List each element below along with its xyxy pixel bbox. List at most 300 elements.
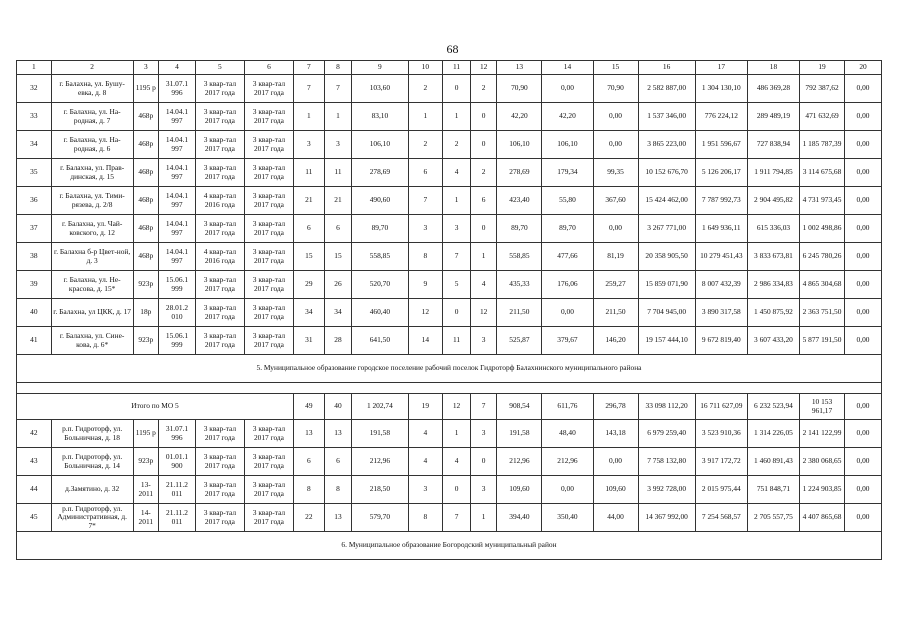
table-row xyxy=(17,103,882,131)
table-cell: 468р xyxy=(133,243,159,271)
column-number-header: 9 xyxy=(352,61,408,75)
table-cell: 0,00 xyxy=(845,299,882,327)
table-cell: 10 152 676,70 xyxy=(638,159,695,187)
table-row xyxy=(17,448,882,476)
column-number-header: 2 xyxy=(51,61,133,75)
section-title: 6. Муниципальное образование Богородский муниципальный район xyxy=(17,532,882,560)
table-cell: 6 245 780,26 xyxy=(800,243,845,271)
table-cell: 3 квар-тал 2017 года xyxy=(195,103,244,131)
table-cell: 1 xyxy=(470,504,497,532)
table-cell: 146,20 xyxy=(593,327,638,355)
table-cell: 15 xyxy=(294,243,325,271)
table-cell: 179,34 xyxy=(542,159,593,187)
table-row xyxy=(17,299,882,327)
table-cell: 2 xyxy=(470,159,497,187)
table-cell: 212,96 xyxy=(497,448,542,476)
table-cell: 35 xyxy=(17,159,52,187)
table-cell: 15.06.1 999 xyxy=(159,327,196,355)
table-cell: 5 126 206,17 xyxy=(695,159,747,187)
table-cell: 176,06 xyxy=(542,271,593,299)
table-cell: 39 xyxy=(17,271,52,299)
table-cell: 520,70 xyxy=(352,271,408,299)
table-cell: 641,50 xyxy=(352,327,408,355)
table-cell: 3 квар-тал 2017 года xyxy=(244,448,293,476)
table-cell: 81,19 xyxy=(593,243,638,271)
table-cell: 14.04.1 997 xyxy=(159,187,196,215)
table-cell: 2 380 068,65 xyxy=(800,448,845,476)
table-cell: 3 квар-тал 2017 года xyxy=(195,448,244,476)
table-cell: 0,00 xyxy=(845,504,882,532)
table-cell: 6 xyxy=(294,215,325,243)
table-cell: 1 304 130,10 xyxy=(695,75,747,103)
table-cell: 435,33 xyxy=(497,271,542,299)
table-cell: 103,60 xyxy=(352,75,408,103)
table-cell: 2 363 751,50 xyxy=(800,299,845,327)
address-cell: г. Балахна, ул. Сине-кова, д. 6* xyxy=(51,327,133,355)
table-cell: 3 xyxy=(470,420,497,448)
table-cell: 0,00 xyxy=(593,131,638,159)
table-cell: 14.04.1 997 xyxy=(159,103,196,131)
table-cell: 468р xyxy=(133,131,159,159)
table-cell: 106,10 xyxy=(542,131,593,159)
table-cell: 3 квар-тал 2017 года xyxy=(195,504,244,532)
table-cell: 3 833 673,81 xyxy=(747,243,799,271)
table-cell: 14-2011 xyxy=(133,504,159,532)
table-cell: 10 279 451,43 xyxy=(695,243,747,271)
column-number-header: 20 xyxy=(845,61,882,75)
table-cell: 40 xyxy=(17,299,52,327)
address-cell: р.п. Гидроторф, ул. Больничная, д. 14 xyxy=(51,448,133,476)
table-cell: 106,10 xyxy=(497,131,542,159)
total-cell: 16 711 627,09 xyxy=(695,394,747,420)
table-cell: 45 xyxy=(17,504,52,532)
total-cell: 7 xyxy=(470,394,497,420)
table-cell: 3 квар-тал 2017 года xyxy=(195,215,244,243)
table-cell: 55,80 xyxy=(542,187,593,215)
table-cell: 48,40 xyxy=(542,420,593,448)
table-cell: 3 квар-тал 2017 года xyxy=(195,131,244,159)
address-cell: г. Балахна, ул. Тими-рязева, д. 2/8 xyxy=(51,187,133,215)
table-cell: 11 xyxy=(443,327,471,355)
table-cell: 2 904 495,82 xyxy=(747,187,799,215)
table-cell: 37 xyxy=(17,215,52,243)
table-cell: 8 xyxy=(324,476,352,504)
table-cell: 18р xyxy=(133,299,159,327)
table-cell: 379,67 xyxy=(542,327,593,355)
table-row xyxy=(17,159,882,187)
table-cell: 7 758 132,80 xyxy=(638,448,695,476)
table-row xyxy=(17,476,882,504)
table-cell: 3 квар-тал 2017 года xyxy=(244,271,293,299)
table-cell: 0,00 xyxy=(845,215,882,243)
table-cell: 3 523 910,36 xyxy=(695,420,747,448)
table-cell: 21.11.2 011 xyxy=(159,504,196,532)
table-cell: 3 квар-тал 2017 года xyxy=(195,75,244,103)
table-cell: 4 865 304,68 xyxy=(800,271,845,299)
table-cell: 38 xyxy=(17,243,52,271)
table-row xyxy=(17,420,882,448)
table-cell: 211,50 xyxy=(497,299,542,327)
table-row xyxy=(17,504,882,532)
table-cell: 1 002 498,86 xyxy=(800,215,845,243)
table-cell: 4 xyxy=(443,448,471,476)
table-cell: 3 992 728,00 xyxy=(638,476,695,504)
table-cell: 4 xyxy=(470,271,497,299)
total-cell: 49 xyxy=(294,394,325,420)
table-cell: 3 114 675,68 xyxy=(800,159,845,187)
column-number-header: 10 xyxy=(408,61,443,75)
table-cell: 20 358 905,50 xyxy=(638,243,695,271)
total-cell: 908,54 xyxy=(497,394,542,420)
table-cell: 3 квар-тал 2017 года xyxy=(195,476,244,504)
table-cell: 468р xyxy=(133,103,159,131)
spacer-cell xyxy=(17,383,882,394)
table-cell: 3 квар-тал 2017 года xyxy=(244,327,293,355)
table-cell: 32 xyxy=(17,75,52,103)
page-number: 68 xyxy=(446,42,459,56)
column-number-header: 5 xyxy=(195,61,244,75)
address-cell: р.п. Гидроторф, ул. Больничная, д. 18 xyxy=(51,420,133,448)
table-cell: 11 xyxy=(324,159,352,187)
table-cell: 143,18 xyxy=(593,420,638,448)
column-number-header: 3 xyxy=(133,61,159,75)
table-cell: 2 xyxy=(443,131,471,159)
table-cell: 0,00 xyxy=(845,131,882,159)
table-cell: 3 xyxy=(443,215,471,243)
table-cell: 1 314 226,05 xyxy=(747,420,799,448)
table-cell: 0,00 xyxy=(542,75,593,103)
table-cell: 191,58 xyxy=(352,420,408,448)
table-cell: 486 369,28 xyxy=(747,75,799,103)
table-cell: 0,00 xyxy=(845,448,882,476)
table-cell: 12 xyxy=(408,299,443,327)
table-cell: 6 xyxy=(324,215,352,243)
table-cell: 28 xyxy=(324,327,352,355)
table-cell: 7 787 992,73 xyxy=(695,187,747,215)
total-label: Итого по МО 5 xyxy=(17,394,294,420)
table-cell: 11 xyxy=(294,159,325,187)
address-cell: г. Балахна б-р Цвет-ной, д. 3 xyxy=(51,243,133,271)
table-cell: 6 xyxy=(324,448,352,476)
table-cell: 6 xyxy=(294,448,325,476)
table-cell: 99,35 xyxy=(593,159,638,187)
table-cell: 1 951 596,67 xyxy=(695,131,747,159)
address-cell: г. Балахна, ул. Не-красова, д. 15* xyxy=(51,271,133,299)
address-cell: г. Балахна, ул. На-родная, д. 7 xyxy=(51,103,133,131)
table-cell: 4 квар-тал 2016 года xyxy=(195,187,244,215)
table-cell: 3 квар-тал 2017 года xyxy=(244,504,293,532)
table-cell: 34 xyxy=(17,131,52,159)
table-cell: 1 224 903,85 xyxy=(800,476,845,504)
table-cell: 44 xyxy=(17,476,52,504)
table-cell: 83,10 xyxy=(352,103,408,131)
table-cell: 2 986 334,83 xyxy=(747,271,799,299)
table-cell: 33 xyxy=(17,103,52,131)
table-cell: 1 xyxy=(470,243,497,271)
table-cell: 2 xyxy=(408,131,443,159)
table-cell: 460,40 xyxy=(352,299,408,327)
table-cell: 3 xyxy=(294,131,325,159)
address-cell: р.п. Гидроторф, ул. Административная, д. 7* xyxy=(51,504,133,532)
table-cell: 468р xyxy=(133,215,159,243)
table-cell: 4 квар-тал 2016 года xyxy=(195,243,244,271)
table-row xyxy=(17,75,882,103)
table-cell: 792 387,62 xyxy=(800,75,845,103)
total-cell: 1 202,74 xyxy=(352,394,408,420)
table-cell: 1 911 794,85 xyxy=(747,159,799,187)
table-cell: 1 185 787,39 xyxy=(800,131,845,159)
table-cell: 6 xyxy=(408,159,443,187)
column-number-header: 12 xyxy=(470,61,497,75)
table-cell: 923р xyxy=(133,327,159,355)
table-cell: 13-2011 xyxy=(133,476,159,504)
table-cell: 3 квар-тал 2017 года xyxy=(244,215,293,243)
table-cell: 2 015 975,44 xyxy=(695,476,747,504)
table-cell: 3 890 317,58 xyxy=(695,299,747,327)
table-cell: 14.04.1 997 xyxy=(159,215,196,243)
table-cell: 3 xyxy=(470,327,497,355)
table-cell: 0 xyxy=(443,476,471,504)
table-cell: 34 xyxy=(324,299,352,327)
table-cell: 7 xyxy=(408,187,443,215)
total-cell: 10 153 961,17 xyxy=(800,394,845,420)
table-cell: 31.07.1 996 xyxy=(159,420,196,448)
table-cell: 1 xyxy=(443,420,471,448)
section-title-row xyxy=(17,532,882,560)
table-cell: 22 xyxy=(294,504,325,532)
table-cell: 3 xyxy=(470,476,497,504)
spacer-row xyxy=(17,383,882,394)
table-cell: 0,00 xyxy=(845,187,882,215)
column-number-header: 11 xyxy=(443,61,471,75)
table-cell: 468р xyxy=(133,187,159,215)
table-cell: 751 848,71 xyxy=(747,476,799,504)
table-cell: 21 xyxy=(294,187,325,215)
total-cell: 611,76 xyxy=(542,394,593,420)
section-title-row xyxy=(17,355,882,383)
total-cell: 12 xyxy=(443,394,471,420)
table-cell: 727 838,94 xyxy=(747,131,799,159)
column-number-header: 6 xyxy=(244,61,293,75)
table-cell: 106,10 xyxy=(352,131,408,159)
table-cell: 0,00 xyxy=(845,327,882,355)
table-cell: 350,40 xyxy=(542,504,593,532)
table-cell: 1 450 875,92 xyxy=(747,299,799,327)
table-cell: 4 xyxy=(408,448,443,476)
table-cell: 212,96 xyxy=(352,448,408,476)
table-cell: 1 xyxy=(294,103,325,131)
table-cell: 1 xyxy=(408,103,443,131)
column-number-header: 4 xyxy=(159,61,196,75)
table-cell: 15 xyxy=(324,243,352,271)
table-cell: 0 xyxy=(470,103,497,131)
table-cell: 0,00 xyxy=(593,215,638,243)
address-cell: г. Балахна, ул ЦКК, д. 17 xyxy=(51,299,133,327)
table-cell: 3 xyxy=(408,215,443,243)
table-cell: 0,00 xyxy=(845,420,882,448)
table-cell: 7 xyxy=(443,504,471,532)
table-cell: 26 xyxy=(324,271,352,299)
table-cell: 471 632,69 xyxy=(800,103,845,131)
table-cell: 8 007 432,39 xyxy=(695,271,747,299)
table-cell: 14.04.1 997 xyxy=(159,159,196,187)
table-cell: 0,00 xyxy=(845,75,882,103)
table-cell: 1 649 936,11 xyxy=(695,215,747,243)
table-cell: 8 xyxy=(408,504,443,532)
table-row xyxy=(17,271,882,299)
table-cell: 211,50 xyxy=(593,299,638,327)
table-cell: 3 квар-тал 2017 года xyxy=(244,476,293,504)
table-cell: 3 квар-тал 2017 года xyxy=(244,243,293,271)
address-cell: г. Балахна, ул. Бушу-евка, д. 8 xyxy=(51,75,133,103)
table-cell: 278,69 xyxy=(352,159,408,187)
table-cell: 41 xyxy=(17,327,52,355)
total-cell: 33 098 112,20 xyxy=(638,394,695,420)
table-cell: 21.11.2 011 xyxy=(159,476,196,504)
table-cell: 7 704 945,00 xyxy=(638,299,695,327)
table-cell: 2 705 557,75 xyxy=(747,504,799,532)
table-cell: 8 xyxy=(294,476,325,504)
table-cell: 43 xyxy=(17,448,52,476)
table-cell: 0,00 xyxy=(845,476,882,504)
table-cell: 70,90 xyxy=(593,75,638,103)
table-cell: 89,70 xyxy=(497,215,542,243)
table-cell: 8 xyxy=(408,243,443,271)
table-cell: 0,00 xyxy=(593,103,638,131)
table-cell: 3 267 771,00 xyxy=(638,215,695,243)
section-title: 5. Муниципальное образование городское поселение рабочий поселок Гидроторф Балахнинского муниципального района xyxy=(17,355,882,383)
table-cell: 6 979 259,40 xyxy=(638,420,695,448)
table-row xyxy=(17,327,882,355)
table-row xyxy=(17,131,882,159)
table-cell: 558,85 xyxy=(497,243,542,271)
table-cell: 191,58 xyxy=(497,420,542,448)
table-cell: 278,69 xyxy=(497,159,542,187)
table-cell: 7 xyxy=(324,75,352,103)
table-cell: 0 xyxy=(443,299,471,327)
column-number-header: 16 xyxy=(638,61,695,75)
total-row xyxy=(17,394,882,420)
table-cell: 4 731 973,45 xyxy=(800,187,845,215)
table-cell: 3 xyxy=(324,131,352,159)
table-cell: 1 460 891,43 xyxy=(747,448,799,476)
table-cell: 3 квар-тал 2017 года xyxy=(195,271,244,299)
table-cell: 01.01.1 900 xyxy=(159,448,196,476)
table-cell: 6 xyxy=(470,187,497,215)
table-cell: 21 xyxy=(324,187,352,215)
table-cell: 19 157 444,10 xyxy=(638,327,695,355)
table-cell: 3 квар-тал 2017 года xyxy=(244,103,293,131)
total-cell: 40 xyxy=(324,394,352,420)
column-number-header: 13 xyxy=(497,61,542,75)
table-cell: 4 xyxy=(408,420,443,448)
table-cell: 42 xyxy=(17,420,52,448)
table-cell: 42,20 xyxy=(497,103,542,131)
address-cell: г. Балахна, ул. Чай-ковского, д. 12 xyxy=(51,215,133,243)
table-cell: 15.06.1 999 xyxy=(159,271,196,299)
table-cell: 12 xyxy=(470,299,497,327)
table-cell: 1 537 346,00 xyxy=(638,103,695,131)
table-cell: 3 квар-тал 2017 года xyxy=(244,159,293,187)
table-cell: 2 xyxy=(408,75,443,103)
table-cell: 0 xyxy=(470,131,497,159)
table-cell: 9 xyxy=(408,271,443,299)
column-number-header: 8 xyxy=(324,61,352,75)
column-number-header: 7 xyxy=(294,61,325,75)
table-cell: 3 квар-тал 2017 года xyxy=(195,420,244,448)
column-number-header: 15 xyxy=(593,61,638,75)
column-number-header: 17 xyxy=(695,61,747,75)
table-cell: 13 xyxy=(324,504,352,532)
table-cell: 923р xyxy=(133,448,159,476)
table-cell: 923р xyxy=(133,271,159,299)
table-cell: 289 489,19 xyxy=(747,103,799,131)
table-cell: 14 367 992,00 xyxy=(638,504,695,532)
table-cell: 14 xyxy=(408,327,443,355)
column-number-header: 1 xyxy=(17,61,52,75)
column-number-header: 18 xyxy=(747,61,799,75)
table-cell: 109,60 xyxy=(497,476,542,504)
table-cell: 367,60 xyxy=(593,187,638,215)
table-cell: 394,40 xyxy=(497,504,542,532)
table-cell: 0,00 xyxy=(593,448,638,476)
table-cell: 44,00 xyxy=(593,504,638,532)
table-cell: 1 xyxy=(443,103,471,131)
table-cell: 28.01.2 010 xyxy=(159,299,196,327)
table-cell: 14.04.1 997 xyxy=(159,131,196,159)
table-cell: 525,87 xyxy=(497,327,542,355)
column-number-header: 14 xyxy=(542,61,593,75)
table-cell: 2 141 122,99 xyxy=(800,420,845,448)
table-cell: 34 xyxy=(294,299,325,327)
table-cell: 615 336,03 xyxy=(747,215,799,243)
table-cell: 4 407 865,68 xyxy=(800,504,845,532)
table-cell: 3 квар-тал 2017 года xyxy=(244,299,293,327)
table-cell: 7 xyxy=(294,75,325,103)
table-cell: 0,00 xyxy=(542,299,593,327)
table-cell: 1 xyxy=(324,103,352,131)
table-cell: 776 224,12 xyxy=(695,103,747,131)
table-cell: 3 607 433,20 xyxy=(747,327,799,355)
table-cell: 1195 р xyxy=(133,75,159,103)
table-cell: 3 xyxy=(408,476,443,504)
table-cell: 31.07.1 996 xyxy=(159,75,196,103)
table-cell: 423,40 xyxy=(497,187,542,215)
table-cell: 15 859 071,90 xyxy=(638,271,695,299)
table-cell: 3 квар-тал 2017 года xyxy=(195,327,244,355)
total-cell: 296,78 xyxy=(593,394,638,420)
table-cell: 0,00 xyxy=(845,243,882,271)
column-number-row xyxy=(17,61,882,75)
table-cell: 2 xyxy=(470,75,497,103)
address-cell: г. Балахна, ул. На-родная, д. 6 xyxy=(51,131,133,159)
table-cell: 259,27 xyxy=(593,271,638,299)
table-cell: 0,00 xyxy=(542,476,593,504)
table-cell: 4 xyxy=(443,159,471,187)
table-cell: 0 xyxy=(470,448,497,476)
table-cell: 468р xyxy=(133,159,159,187)
table-cell: 3 квар-тал 2017 года xyxy=(244,187,293,215)
table-row xyxy=(17,215,882,243)
total-cell: 6 232 523,94 xyxy=(747,394,799,420)
table-cell: 3 квар-тал 2017 года xyxy=(195,159,244,187)
address-cell: д.Замятино, д. 32 xyxy=(51,476,133,504)
table-cell: 14.04.1 997 xyxy=(159,243,196,271)
table-cell: 0 xyxy=(443,75,471,103)
table-cell: 3 865 223,00 xyxy=(638,131,695,159)
table-cell: 3 квар-тал 2017 года xyxy=(244,75,293,103)
table-cell: 1 xyxy=(443,187,471,215)
